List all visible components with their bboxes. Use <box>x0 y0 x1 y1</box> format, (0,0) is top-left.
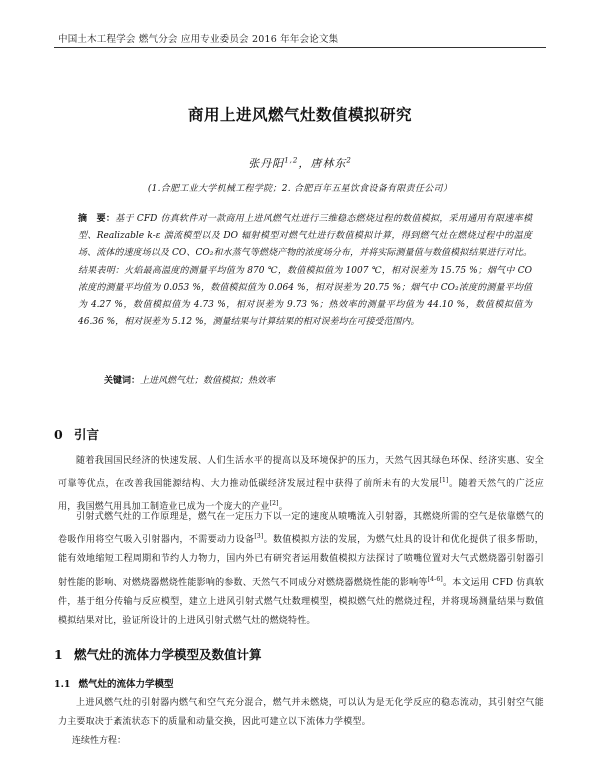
section-title: 引言 <box>74 427 100 442</box>
paragraph-text: 。本文运用 CFD 仿真软件，基于组分传输与反应模型，建立上进风引射式燃气灶数理模型，模拟燃气灶的燃烧过程，并将现场测量结果与数值模拟结果对比，验证所设计的上进风引射式燃气灶的燃烧特性。 <box>58 577 544 627</box>
citation: [1] <box>439 477 449 485</box>
abstract-label: 摘 要： <box>78 214 116 224</box>
citation: [4-6] <box>427 575 443 583</box>
paragraph-text: 。随着天然气的广泛应用，我国燃气用具加工制造业已成为一个庞大的产业 <box>58 479 544 513</box>
author-affil-mark: 2 <box>346 156 352 165</box>
paragraph-text: 。数值模拟方法的发展，为燃气灶具的设计和优化提供了很多帮助，能有效地缩短工程周期和节约人力物力，国内外已有研究者运用数值模拟方法探讨了喷嘴位置对大气式燃烧器引射器引射性能的影响、对燃烧器燃烧性能影响的参数、天然气不同成分对燃烧器燃烧性能的影响等 <box>58 535 544 588</box>
author-name: 张丹阳 <box>248 157 285 170</box>
continuity-equation-label: 连续性方程： <box>72 736 127 746</box>
author-line <box>0 155 600 171</box>
abstract <box>78 211 532 331</box>
subsection-title: 燃气灶的流体力学模型 <box>78 679 174 690</box>
header-divider <box>54 47 546 48</box>
keywords <box>104 373 534 386</box>
section-number: 1 <box>54 647 63 662</box>
author-separator: ， <box>298 157 311 170</box>
paper-title: 商用上进风燃气灶数值模拟研究 <box>187 106 412 124</box>
subsection-heading <box>54 676 174 690</box>
citation: [2] <box>269 500 279 508</box>
section-heading-intro <box>54 425 99 443</box>
keywords-text: 上进风燃气灶；数值模拟；热效率 <box>140 376 276 386</box>
section-title: 燃气灶的流体力学模型及数值计算 <box>74 647 262 662</box>
keywords-label: 关键词： <box>104 376 141 386</box>
section-heading-model <box>54 645 262 663</box>
section-number: 0 <box>54 427 63 442</box>
paragraph-text: 。 <box>278 502 288 513</box>
author-name: 唐林东 <box>310 157 347 170</box>
subsection-number: 1.1 <box>54 679 71 690</box>
model-paragraph-1: 上进风燃气灶的引射器内燃气和空气充分混合，燃气并未燃烧，可以认为是无化学反应的稳态流动，其引射空气能力主要取决于紊流状态下的质量和动量交换，因此可建立以下流体力学模型。 <box>58 698 544 728</box>
running-header: 中国土木工程学会 燃气分会 应用专业委员会 2016 年年会论文集 <box>58 34 339 45</box>
author-affil-mark: 1,2 <box>284 156 299 165</box>
paragraph-text: 引射式燃气灶的工作原理是，燃气在一定压力下以一定的速度从喷嘴流入引射器，其燃烧所需的空气是依靠燃气的卷吸作用将空气吸入引射器内，不需要动力设备 <box>58 512 544 546</box>
abstract-text: 基于 CFD 仿真软件对一款商用上进风燃气灶进行三维稳态燃烧过程的数值模拟，采用通用有限速率模型、Realizable k-ε 湍流模型以及 DO 辐射模型对燃气灶进行数值模拟计算，得到燃气灶在燃烧过程中的温度场、流体的速度场以及 CO、CO₂和水蒸气等燃烧产物的浓度场分布，并将实际测量值与数值模拟结果进行对比。结果表明：火焰最高温度的测量平均值为 870 ℃，数值模拟值为 1007 ℃，相对误差为 15.75 %；烟气中 CO 浓度的测量平均值为 0.053 %，数值模拟值为 0.064 %，相对误差为 20.75 %；烟气中 CO₂浓度的测量平均值为 4.27 %，数值模拟值为 4.73 %，相对误差为 9.73 %；热效率的测量平均值为 44.10 %，数值模拟值为 46.36 %，相对误差为 5.12 %，测量结果与计算结果的相对误差均在可接受范围内。 <box>78 214 532 328</box>
intro-paragraph-2 <box>58 508 544 631</box>
affiliation: (1.合肥工业大学机械工程学院；2. 合肥百年五星饮食设备有限责任公司） <box>147 184 453 194</box>
paragraph-text: 随着我国国民经济的快速发展、人们生活水平的提高以及环境保护的压力，天然气因其绿色环保、经济实惠、安全可靠等优点，在改善我国能源结构、大力推动低碳经济发展过程中获得了前所未有的大发展 <box>58 456 544 490</box>
citation: [3] <box>254 533 264 541</box>
